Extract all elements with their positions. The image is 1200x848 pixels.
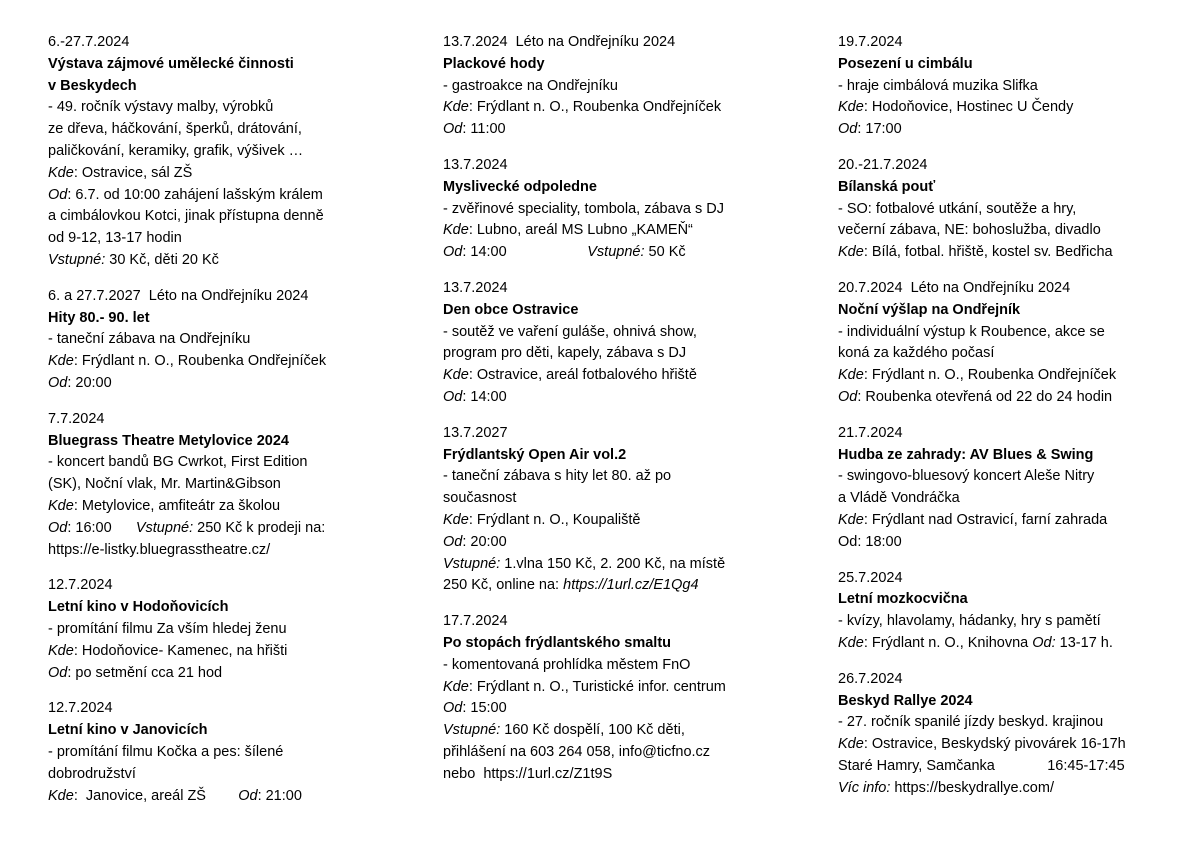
text-segment: : 11:00 xyxy=(462,121,506,138)
text-segment: - soutěž ve vaření guláše, ohnivá show, xyxy=(443,323,697,340)
event-detail-line xyxy=(443,199,813,221)
event-detail-line xyxy=(443,488,813,510)
event-title xyxy=(48,597,418,619)
field-label: Kde xyxy=(838,511,864,528)
text-segment: - SO: fotbalové utkání, soutěže a hry, xyxy=(838,200,1077,217)
event-detail-line xyxy=(48,641,418,663)
text-segment: : Janovice, areál ZŠ xyxy=(73,787,239,804)
event-entry xyxy=(838,155,1178,264)
field-label: Od xyxy=(443,700,463,717)
text-segment: - 49. ročník výstavy malby, výrobků xyxy=(48,99,274,116)
event-title xyxy=(838,445,1178,467)
event-date xyxy=(443,32,813,54)
event-date xyxy=(838,568,1178,590)
text-segment: a cimbálovkou Kotci, jinak přístupna denně xyxy=(48,208,324,225)
event-date xyxy=(443,423,813,445)
event-title xyxy=(48,54,418,76)
field-label: Od xyxy=(48,664,68,681)
event-title xyxy=(838,691,1178,713)
field-label: Od: xyxy=(1032,634,1056,651)
text-segment: : 21:00 xyxy=(257,787,302,804)
field-label: Kde xyxy=(48,497,74,514)
field-label: Od xyxy=(443,533,463,550)
text-segment: - promítání filmu Kočka a pes: šílené xyxy=(48,743,284,760)
text-segment: Výstava zájmové umělecké činnosti xyxy=(48,55,294,72)
event-entry xyxy=(48,286,418,395)
text-segment: 250 Kč, online na: xyxy=(443,577,564,594)
event-title xyxy=(48,76,418,98)
text-segment: : Frýdlant n. O., Roubenka Ondřejníček xyxy=(468,99,722,116)
field-label: Od xyxy=(443,121,463,138)
event-detail-line xyxy=(838,387,1178,409)
event-detail-line xyxy=(443,742,813,764)
event-detail-line xyxy=(443,554,813,576)
text-segment: - swingovo-bluesový koncert Aleše Nitry xyxy=(838,468,1095,485)
text-segment: : Hodoňovice- Kamenec, na hřišti xyxy=(73,642,288,659)
text-segment: : 6.7. od 10:00 zahájení lašským králem xyxy=(67,186,323,203)
event-detail-line xyxy=(48,540,418,562)
text-segment: : Frýdlant nad Ostravicí, farní zahrada xyxy=(863,511,1108,528)
event-title xyxy=(838,589,1178,611)
text-segment: : Frýdlant n. O., Roubenka Ondřejníček xyxy=(863,367,1117,384)
event-detail-line xyxy=(838,343,1178,365)
text-segment: - individuální výstup k Roubence, akce se xyxy=(838,323,1105,340)
field-label: Kde xyxy=(838,367,864,384)
text-segment: - koncert bandů BG Cwrkot, First Edition xyxy=(48,454,308,471)
field-label: Od xyxy=(838,121,858,138)
event-entry xyxy=(48,409,418,562)
event-entry xyxy=(443,278,813,409)
text-segment: Od: 18:00 xyxy=(838,533,902,550)
field-label: Vstupné: xyxy=(135,519,194,536)
field-label: Kde xyxy=(48,787,74,804)
event-detail-line xyxy=(443,677,813,699)
field-label: Kde xyxy=(443,99,469,116)
event-detail-line xyxy=(48,206,418,228)
event-detail-line xyxy=(443,343,813,365)
text-segment: 250 Kč k prodeji na: xyxy=(193,519,326,536)
field-label: Od xyxy=(48,519,68,536)
text-segment: paličkování, keramiky, grafik, výšivek … xyxy=(48,142,304,159)
text-segment: : po setmění cca 21 hod xyxy=(67,664,223,681)
event-entry xyxy=(443,611,813,785)
field-label: Kde xyxy=(443,511,469,528)
text-segment: : Ostravice, Beskydský pivovárek 16-17h xyxy=(863,736,1126,753)
event-detail-line xyxy=(443,698,813,720)
event-detail-line xyxy=(443,119,813,141)
text-segment: 160 Kč dospělí, 100 Kč děti, xyxy=(500,722,685,739)
text-segment: Den obce Ostravice xyxy=(443,301,579,318)
text-segment: od 9-12, 13-17 hodin xyxy=(48,230,182,247)
text-segment: 26.7.2024 xyxy=(838,670,903,687)
event-title xyxy=(443,445,813,467)
column-1 xyxy=(48,32,418,821)
event-date xyxy=(443,155,813,177)
event-detail-line xyxy=(838,365,1178,387)
text-segment: 20.7.2024 Léto na Ondřejníku 2024 xyxy=(838,279,1071,296)
event-detail-line xyxy=(443,510,813,532)
event-date xyxy=(48,409,418,431)
event-date xyxy=(48,32,418,54)
text-segment: - hraje cimbálová muzika Slifka xyxy=(838,77,1038,94)
field-label: Kde xyxy=(443,222,469,239)
text-segment: - komentovaná prohlídka městem FnO xyxy=(443,656,691,673)
event-detail-line xyxy=(48,228,418,250)
field-label: Kde xyxy=(443,678,469,695)
text-segment: Frýdlantský Open Air vol.2 xyxy=(443,446,627,463)
event-date xyxy=(48,286,418,308)
text-segment: Posezení u cimbálu xyxy=(838,55,973,72)
event-detail-line xyxy=(838,199,1178,221)
text-segment: Bílanská pouť xyxy=(838,178,936,195)
event-entry xyxy=(838,278,1178,409)
event-entry xyxy=(443,155,813,264)
event-date xyxy=(443,611,813,633)
event-detail-line xyxy=(48,163,418,185)
event-detail-line xyxy=(838,119,1178,141)
event-detail-line xyxy=(443,220,813,242)
text-segment: : Lubno, areál MS Lubno „KAMEŇ“ xyxy=(468,222,693,239)
event-detail-line xyxy=(48,373,418,395)
text-segment: : Hodoňovice, Hostinec U Čendy xyxy=(863,99,1074,116)
field-label: Kde xyxy=(838,736,864,753)
text-segment: 13.7.2024 xyxy=(443,156,508,173)
event-title xyxy=(838,177,1178,199)
text-segment: 12.7.2024 xyxy=(48,700,113,717)
event-detail-line xyxy=(838,97,1178,119)
text-segment: 20.-21.7.2024 xyxy=(838,156,928,173)
field-label: Kde xyxy=(838,244,864,261)
event-entry xyxy=(48,575,418,684)
event-detail-line xyxy=(48,496,418,518)
text-segment: : 16:00 xyxy=(67,519,136,536)
text-segment: 12.7.2024 xyxy=(48,577,113,594)
event-detail-line xyxy=(48,351,418,373)
event-date xyxy=(838,278,1178,300)
field-label: Vstupné: xyxy=(587,244,645,261)
event-detail-line xyxy=(48,663,418,685)
event-detail-line xyxy=(48,619,418,641)
text-segment: : Frýdlant n. O., Turistické infor. centrum xyxy=(468,678,726,695)
event-detail-line xyxy=(48,742,418,764)
event-detail-line xyxy=(48,329,418,351)
event-detail-line xyxy=(443,575,813,597)
field-label: Kde xyxy=(838,634,864,651)
event-detail-line xyxy=(838,220,1178,242)
event-detail-line xyxy=(48,474,418,496)
text-segment: : Frýdlant n. O., Koupaliště xyxy=(468,511,641,528)
field-label: Kde xyxy=(838,99,864,116)
field-label: https://1url.cz/E1Qg4 xyxy=(563,577,699,594)
event-detail-line xyxy=(838,611,1178,633)
text-segment: 6.-27.7.2024 xyxy=(48,34,130,50)
event-entry xyxy=(838,32,1178,141)
text-segment: - zvěřinové speciality, tombola, zábava s DJ xyxy=(443,200,724,217)
text-segment: dobrodružství xyxy=(48,765,136,782)
event-detail-line xyxy=(838,76,1178,98)
field-label: Od xyxy=(48,186,68,203)
event-detail-line xyxy=(838,633,1178,655)
event-detail-line xyxy=(48,185,418,207)
event-date xyxy=(838,32,1178,54)
text-segment: Plackové hody xyxy=(443,55,545,72)
event-detail-line xyxy=(443,655,813,677)
event-title xyxy=(443,300,813,322)
text-segment: 7.7.2024 xyxy=(48,410,105,427)
text-segment: současnost xyxy=(443,490,517,507)
event-detail-line xyxy=(48,141,418,163)
event-detail-line xyxy=(838,778,1178,800)
event-detail-line xyxy=(838,734,1178,756)
text-segment: 6. a 27.7.2027 Léto na Ondřejníku 2024 xyxy=(48,287,309,304)
text-segment: 1.vlna 150 Kč, 2. 200 Kč, na místě xyxy=(500,555,726,572)
event-title xyxy=(48,431,418,453)
text-segment: https://beskydrallye.com/ xyxy=(890,779,1054,796)
text-segment: Noční výšlap na Ondřejník xyxy=(838,301,1021,318)
event-detail-line xyxy=(838,242,1178,264)
text-segment: 25.7.2024 xyxy=(838,569,903,586)
text-segment: - 27. ročník spanilé jízdy beskyd. krajinou xyxy=(838,714,1104,731)
text-segment: večerní zábava, NE: bohoslužba, divadlo xyxy=(838,222,1101,239)
text-segment: : Frýdlant n. O., Knihovna xyxy=(863,634,1033,651)
text-segment: Bluegrass Theatre Metylovice 2024 xyxy=(48,432,289,449)
event-detail-line xyxy=(443,322,813,344)
event-detail-line xyxy=(48,250,418,272)
event-detail-line xyxy=(838,510,1178,532)
event-entry xyxy=(48,698,418,807)
event-entry xyxy=(443,32,813,141)
text-segment: : 17:00 xyxy=(857,121,902,138)
text-segment: : Metylovice, amfiteátr za školou xyxy=(73,497,281,514)
event-title xyxy=(443,177,813,199)
text-segment: Beskyd Rallye 2024 xyxy=(838,692,973,709)
text-segment: nebo https://1url.cz/Z1t9S xyxy=(443,765,613,782)
event-date xyxy=(443,278,813,300)
field-label: Od xyxy=(443,388,463,405)
text-segment: : 20:00 xyxy=(462,533,507,550)
event-entry xyxy=(838,423,1178,554)
event-title xyxy=(48,720,418,742)
event-detail-line xyxy=(838,712,1178,734)
field-label: Od xyxy=(238,787,258,804)
text-segment: Letní kino v Hodoňovicích xyxy=(48,599,229,616)
text-segment: - gastroakce na Ondřejníku xyxy=(443,77,618,94)
event-detail-line xyxy=(443,764,813,786)
event-detail-line xyxy=(443,466,813,488)
event-title xyxy=(48,308,418,330)
event-date xyxy=(838,423,1178,445)
event-detail-line xyxy=(48,518,418,540)
text-segment: https://e-listky.bluegrasstheatre.cz/ xyxy=(48,541,271,558)
text-segment: : 14:00 xyxy=(462,244,588,261)
text-segment: : 15:00 xyxy=(462,700,507,717)
text-segment: Letní kino v Janovicích xyxy=(48,722,208,739)
text-segment: Staré Hamry, Samčanka 16:45-17:45 xyxy=(838,757,1125,774)
event-detail-line xyxy=(443,365,813,387)
event-entry xyxy=(443,423,813,597)
event-detail-line xyxy=(48,764,418,786)
text-segment: Po stopách frýdlantského smaltu xyxy=(443,634,672,651)
text-segment: 13.7.2024 Léto na Ondřejníku 2024 xyxy=(443,34,676,50)
text-segment: (SK), Noční vlak, Mr. Martin&Gibson xyxy=(48,476,281,493)
event-detail-line xyxy=(48,119,418,141)
text-segment: přihlášení na 603 264 058, info@ticfno.cz xyxy=(443,743,711,760)
text-segment: - taneční zábava na Ondřejníku xyxy=(48,331,251,348)
field-label: Vstupné: xyxy=(48,251,106,268)
text-segment: v Beskydech xyxy=(48,77,137,94)
field-label: Od xyxy=(48,374,68,391)
event-date xyxy=(48,575,418,597)
text-segment: : Roubenka otevřená od 22 do 24 hodin xyxy=(857,388,1113,405)
text-segment: : 14:00 xyxy=(462,388,507,405)
column-2 xyxy=(443,32,813,800)
event-title xyxy=(838,54,1178,76)
field-label: Víc info: xyxy=(838,779,891,796)
text-segment: 50 Kč xyxy=(644,244,686,261)
text-segment: Letní mozkocvična xyxy=(838,591,968,608)
event-entry xyxy=(838,568,1178,655)
event-detail-line xyxy=(443,387,813,409)
event-detail-line xyxy=(443,242,813,264)
text-segment: : Ostravice, sál ZŠ xyxy=(73,164,193,181)
event-entry xyxy=(838,669,1178,800)
text-segment: Hity 80.- 90. let xyxy=(48,309,150,326)
event-date xyxy=(838,155,1178,177)
text-segment: program pro děti, kapely, zábava s DJ xyxy=(443,345,687,362)
event-detail-line xyxy=(443,97,813,119)
column-3 xyxy=(838,32,1178,814)
text-segment: - taneční zábava s hity let 80. až po xyxy=(443,468,672,485)
field-label: Od xyxy=(443,244,463,261)
event-entry xyxy=(48,32,418,272)
text-segment: koná za každého počasí xyxy=(838,345,995,362)
text-segment: : 20:00 xyxy=(67,374,112,391)
text-segment: 13-17 h. xyxy=(1055,634,1113,651)
text-segment: Myslivecké odpoledne xyxy=(443,178,597,195)
event-detail-line xyxy=(443,532,813,554)
field-label: Kde xyxy=(443,367,469,384)
event-date xyxy=(838,669,1178,691)
event-title xyxy=(443,54,813,76)
field-label: Kde xyxy=(48,642,74,659)
text-segment: - kvízy, hlavolamy, hádanky, hry s pamětí xyxy=(838,613,1101,630)
text-segment: ze dřeva, háčkování, šperků, drátování, xyxy=(48,121,302,138)
event-detail-line xyxy=(838,322,1178,344)
text-segment: : Bílá, fotbal. hřiště, kostel sv. Bedřicha xyxy=(863,244,1113,261)
event-title xyxy=(838,300,1178,322)
event-detail-line xyxy=(48,97,418,119)
field-label: Kde xyxy=(48,164,74,181)
text-segment: a Vládě Vondráčka xyxy=(838,490,960,507)
text-segment: 21.7.2024 xyxy=(838,424,903,441)
event-detail-line xyxy=(838,532,1178,554)
text-segment: 13.7.2027 xyxy=(443,424,508,441)
text-segment: : Frýdlant n. O., Roubenka Ondřejníček xyxy=(73,353,327,370)
field-label: Vstupné: xyxy=(443,722,501,739)
event-detail-line xyxy=(838,488,1178,510)
text-segment: 17.7.2024 xyxy=(443,613,508,630)
event-detail-line xyxy=(48,786,418,808)
text-segment: - promítání filmu Za vším hledej ženu xyxy=(48,620,287,637)
event-title xyxy=(443,633,813,655)
text-segment: 19.7.2024 xyxy=(838,34,903,50)
event-detail-line xyxy=(443,76,813,98)
event-detail-line xyxy=(48,452,418,474)
field-label: Od xyxy=(838,388,858,405)
text-segment: 30 Kč, děti 20 Kč xyxy=(105,251,219,268)
event-date xyxy=(48,698,418,720)
event-detail-line xyxy=(838,756,1178,778)
event-detail-line xyxy=(838,466,1178,488)
field-label: Kde xyxy=(48,353,74,370)
text-segment: : Ostravice, areál fotbalového hřiště xyxy=(468,367,697,384)
event-detail-line xyxy=(443,720,813,742)
text-segment: 13.7.2024 xyxy=(443,279,508,296)
text-segment: Hudba ze zahrady: AV Blues & Swing xyxy=(838,446,1094,463)
field-label: Vstupné: xyxy=(443,555,501,572)
